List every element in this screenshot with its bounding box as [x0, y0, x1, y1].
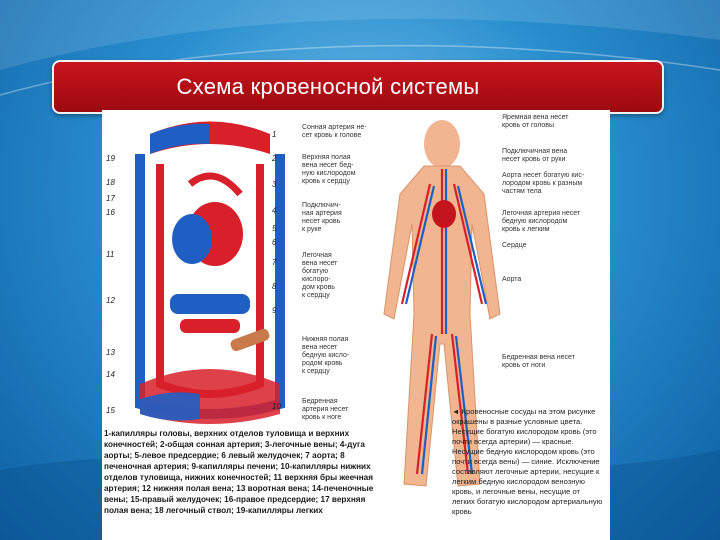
schema-number: 16: [106, 208, 115, 217]
label-pulmonary-vein: Легочная вена несет богатую кислоро- дом кровь к сердцу: [302, 252, 338, 299]
schema-number: 2: [272, 154, 277, 163]
schema-number: 17: [106, 194, 115, 203]
schema-number: 11: [106, 250, 115, 259]
label-femoral-artery: Бедренная артерия несет кровь к ноге: [302, 398, 349, 421]
schema-number: 9: [272, 306, 277, 315]
label-carotid-artery: Сонная артерия не- сет кровь к голове: [302, 124, 367, 139]
label-jugular-vein: Яремная вена несет кровь от головы: [502, 114, 569, 129]
slide-title: Схема кровеносной системы: [176, 74, 480, 99]
label-heart: Сердце: [502, 242, 527, 249]
schema-number: 10: [272, 402, 281, 411]
schema-number: 12: [106, 296, 115, 305]
circulatory-figure: [102, 110, 610, 540]
artery-loop: [160, 164, 260, 394]
label-subclavian-vein: Подключичная вена несет кровь от руки: [502, 148, 568, 163]
label-superior-vena-cava: Верхняя полая вена несет бед- ную кислородом кровь к сердцу: [302, 154, 356, 185]
label-pulmonary-artery: Легочная артерия несет бедную кислородом кровь к легким: [502, 210, 581, 233]
schema-number: 15: [106, 406, 115, 415]
label-aorta: Аорта: [502, 276, 522, 283]
schema-number: 7: [272, 258, 277, 267]
schema-number: 3: [272, 180, 277, 189]
schema-number: 6: [272, 238, 277, 247]
heart-right: [172, 214, 212, 264]
slide-title-bar: [52, 60, 664, 114]
color-caption: ◄ Кровеносные сосуды на этом рисунке окрашены в разные условные цвета. Несущие богатую кислородом кровь (это почти всегда артерии) — красные. Несущие бедную кислородом кровь (это почти всегда вены) — синие. Исключение составляют легочные артерии, несущие к легким бедную кислородом венозную кровь, и легочные вены, несущие от легких богатую кислородом артериальную кровь: [452, 407, 603, 516]
schema-number: 4: [272, 206, 277, 215]
label-subclavian-artery: Подключич- ная артерия несет кровь к руке: [302, 202, 342, 233]
label-inferior-vena-cava: Нижняя полая вена несет бедную кисло- родом кровь к сердцу: [302, 336, 350, 375]
schema-number: 18: [106, 178, 115, 187]
schema-number: 5: [272, 224, 277, 233]
schema-number: 8: [272, 282, 277, 291]
label-aorta-desc: Аорта несет богатую кис- лородом кровь к разным частям тела: [502, 172, 585, 195]
schema-number: 13: [106, 348, 115, 357]
schema-number: 1: [272, 130, 277, 139]
schema-number: 19: [106, 154, 115, 163]
schema-legend: 1-капилляры головы, верхних отделов туловища и верхних конечностей; 2-общая сонная артерия; 3-легочные вены; 4-дуга аорты; 5-левое предсердие; 6 левый желудочек; 7 аорта; 8 печеночная артерия; 9-капилляры печени; 10-капилляры нижних отделов туловища, нижних конечностей; 11 верхняя бры жеечная артерия; 12 нижняя полая вена; 13 воротная вена; 14-печеночные вены; 15-правый желудочек; 16-правое предсердие; 17 верхняя полая вена; 18 легочный ствол; 19-капилляры легких: [104, 429, 374, 515]
heart-icon: [432, 200, 456, 228]
schema-number: 14: [106, 370, 115, 379]
label-femoral-vein: Бедренная вена несет кровь от ноги: [502, 354, 575, 369]
